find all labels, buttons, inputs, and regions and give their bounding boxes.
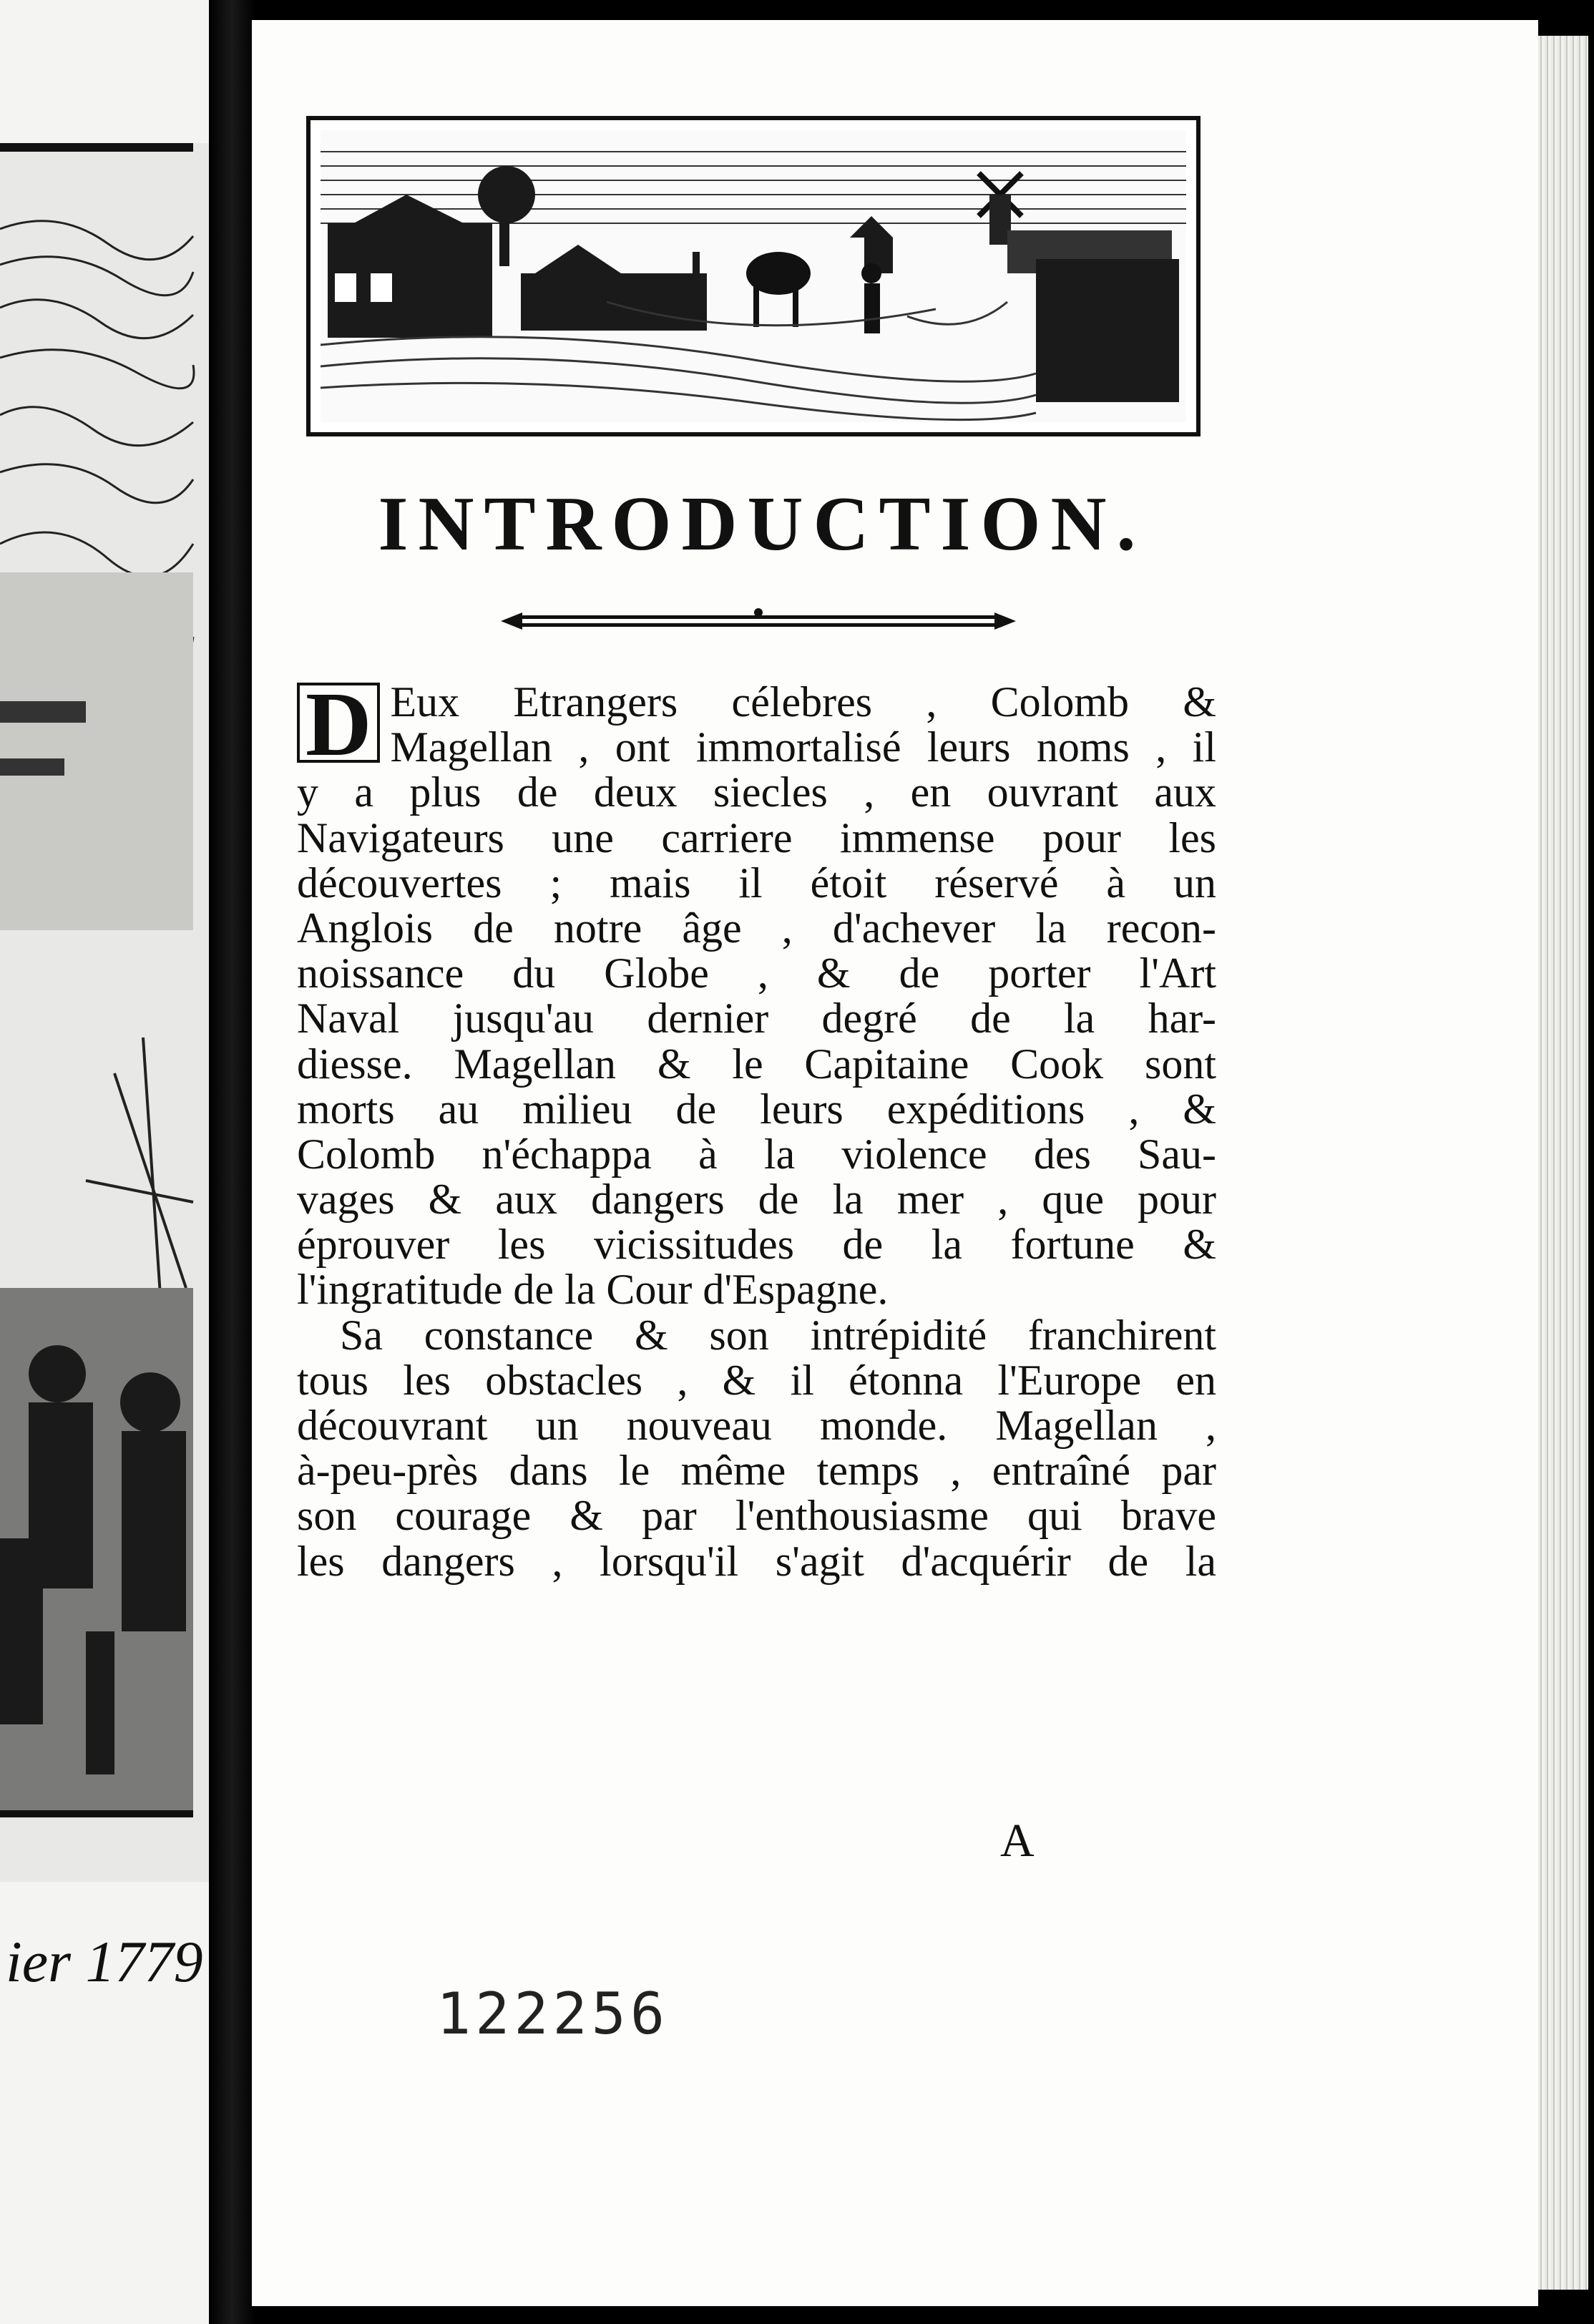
text-line: éprouver les vicissitudes de la fortune & — [297, 1221, 1216, 1269]
text-line: Navigateurs une carriere immense pour les — [297, 814, 1216, 861]
text-line: vages & aux dangers de la mer , que pour — [297, 1176, 1216, 1224]
village-landscape-illustration — [321, 130, 1186, 422]
text-line: son courage & par l'enthousiasme qui brave — [297, 1492, 1216, 1540]
text-line: Eux Etrangers célebres , Colomb & — [390, 678, 1216, 726]
text-line: à-peu-près dans le même temps , entraîné par — [297, 1447, 1216, 1495]
text-line: découvrant un nouveau monde. Magellan , — [297, 1402, 1216, 1449]
text-line: y a plus de deux siecles , en ouvrant aux — [297, 768, 1216, 816]
text-line: Colomb n'échappa à la violence des Sau- — [297, 1130, 1216, 1178]
text-line: Naval jusqu'au dernier degré de la har- — [297, 995, 1216, 1043]
text-line: morts au milieu de leurs expéditions , & — [297, 1085, 1216, 1133]
text-line: découvertes ; mais il étoit réservé à un — [297, 859, 1216, 907]
book-gutter — [209, 0, 255, 2324]
text-line: Sa constance & son intrépidité franchirent — [340, 1311, 1216, 1359]
text-line: Anglois de notre âge , d'achever la recon- — [297, 904, 1216, 952]
drop-cap: D — [297, 683, 380, 763]
paragraph-2 — [297, 1313, 1216, 1584]
facing-caption: ier 1779 — [6, 1929, 203, 1994]
header-vignette-engraving — [306, 116, 1201, 436]
text-line: l'ingratitude de la Cour d'Espagne. — [297, 1266, 889, 1314]
facing-engraving — [0, 143, 209, 1882]
body-text — [297, 673, 1216, 1585]
paragraph-1 — [297, 673, 1216, 1314]
page-title: INTRODUCTION. — [378, 482, 1146, 567]
facing-page — [0, 0, 209, 2324]
text-line: tous les obstacles , & il étonna l'Europe en — [297, 1356, 1216, 1404]
ornamental-rule — [501, 607, 1016, 635]
page-edges — [1538, 36, 1588, 2290]
text-line: les dangers , lorsqu'il s'agit d'acquérir de la — [297, 1537, 1216, 1585]
inventory-stamp-number: 122256 — [436, 1981, 669, 2047]
text-line: Magellan , ont immortalisé leurs noms , il — [390, 723, 1216, 771]
signature-mark: A — [1000, 1815, 1035, 1867]
text-line: diesse. Magellan & le Capitaine Cook sont — [297, 1040, 1216, 1088]
text-line: noissance du Globe , & de porter l'Art — [297, 949, 1216, 997]
